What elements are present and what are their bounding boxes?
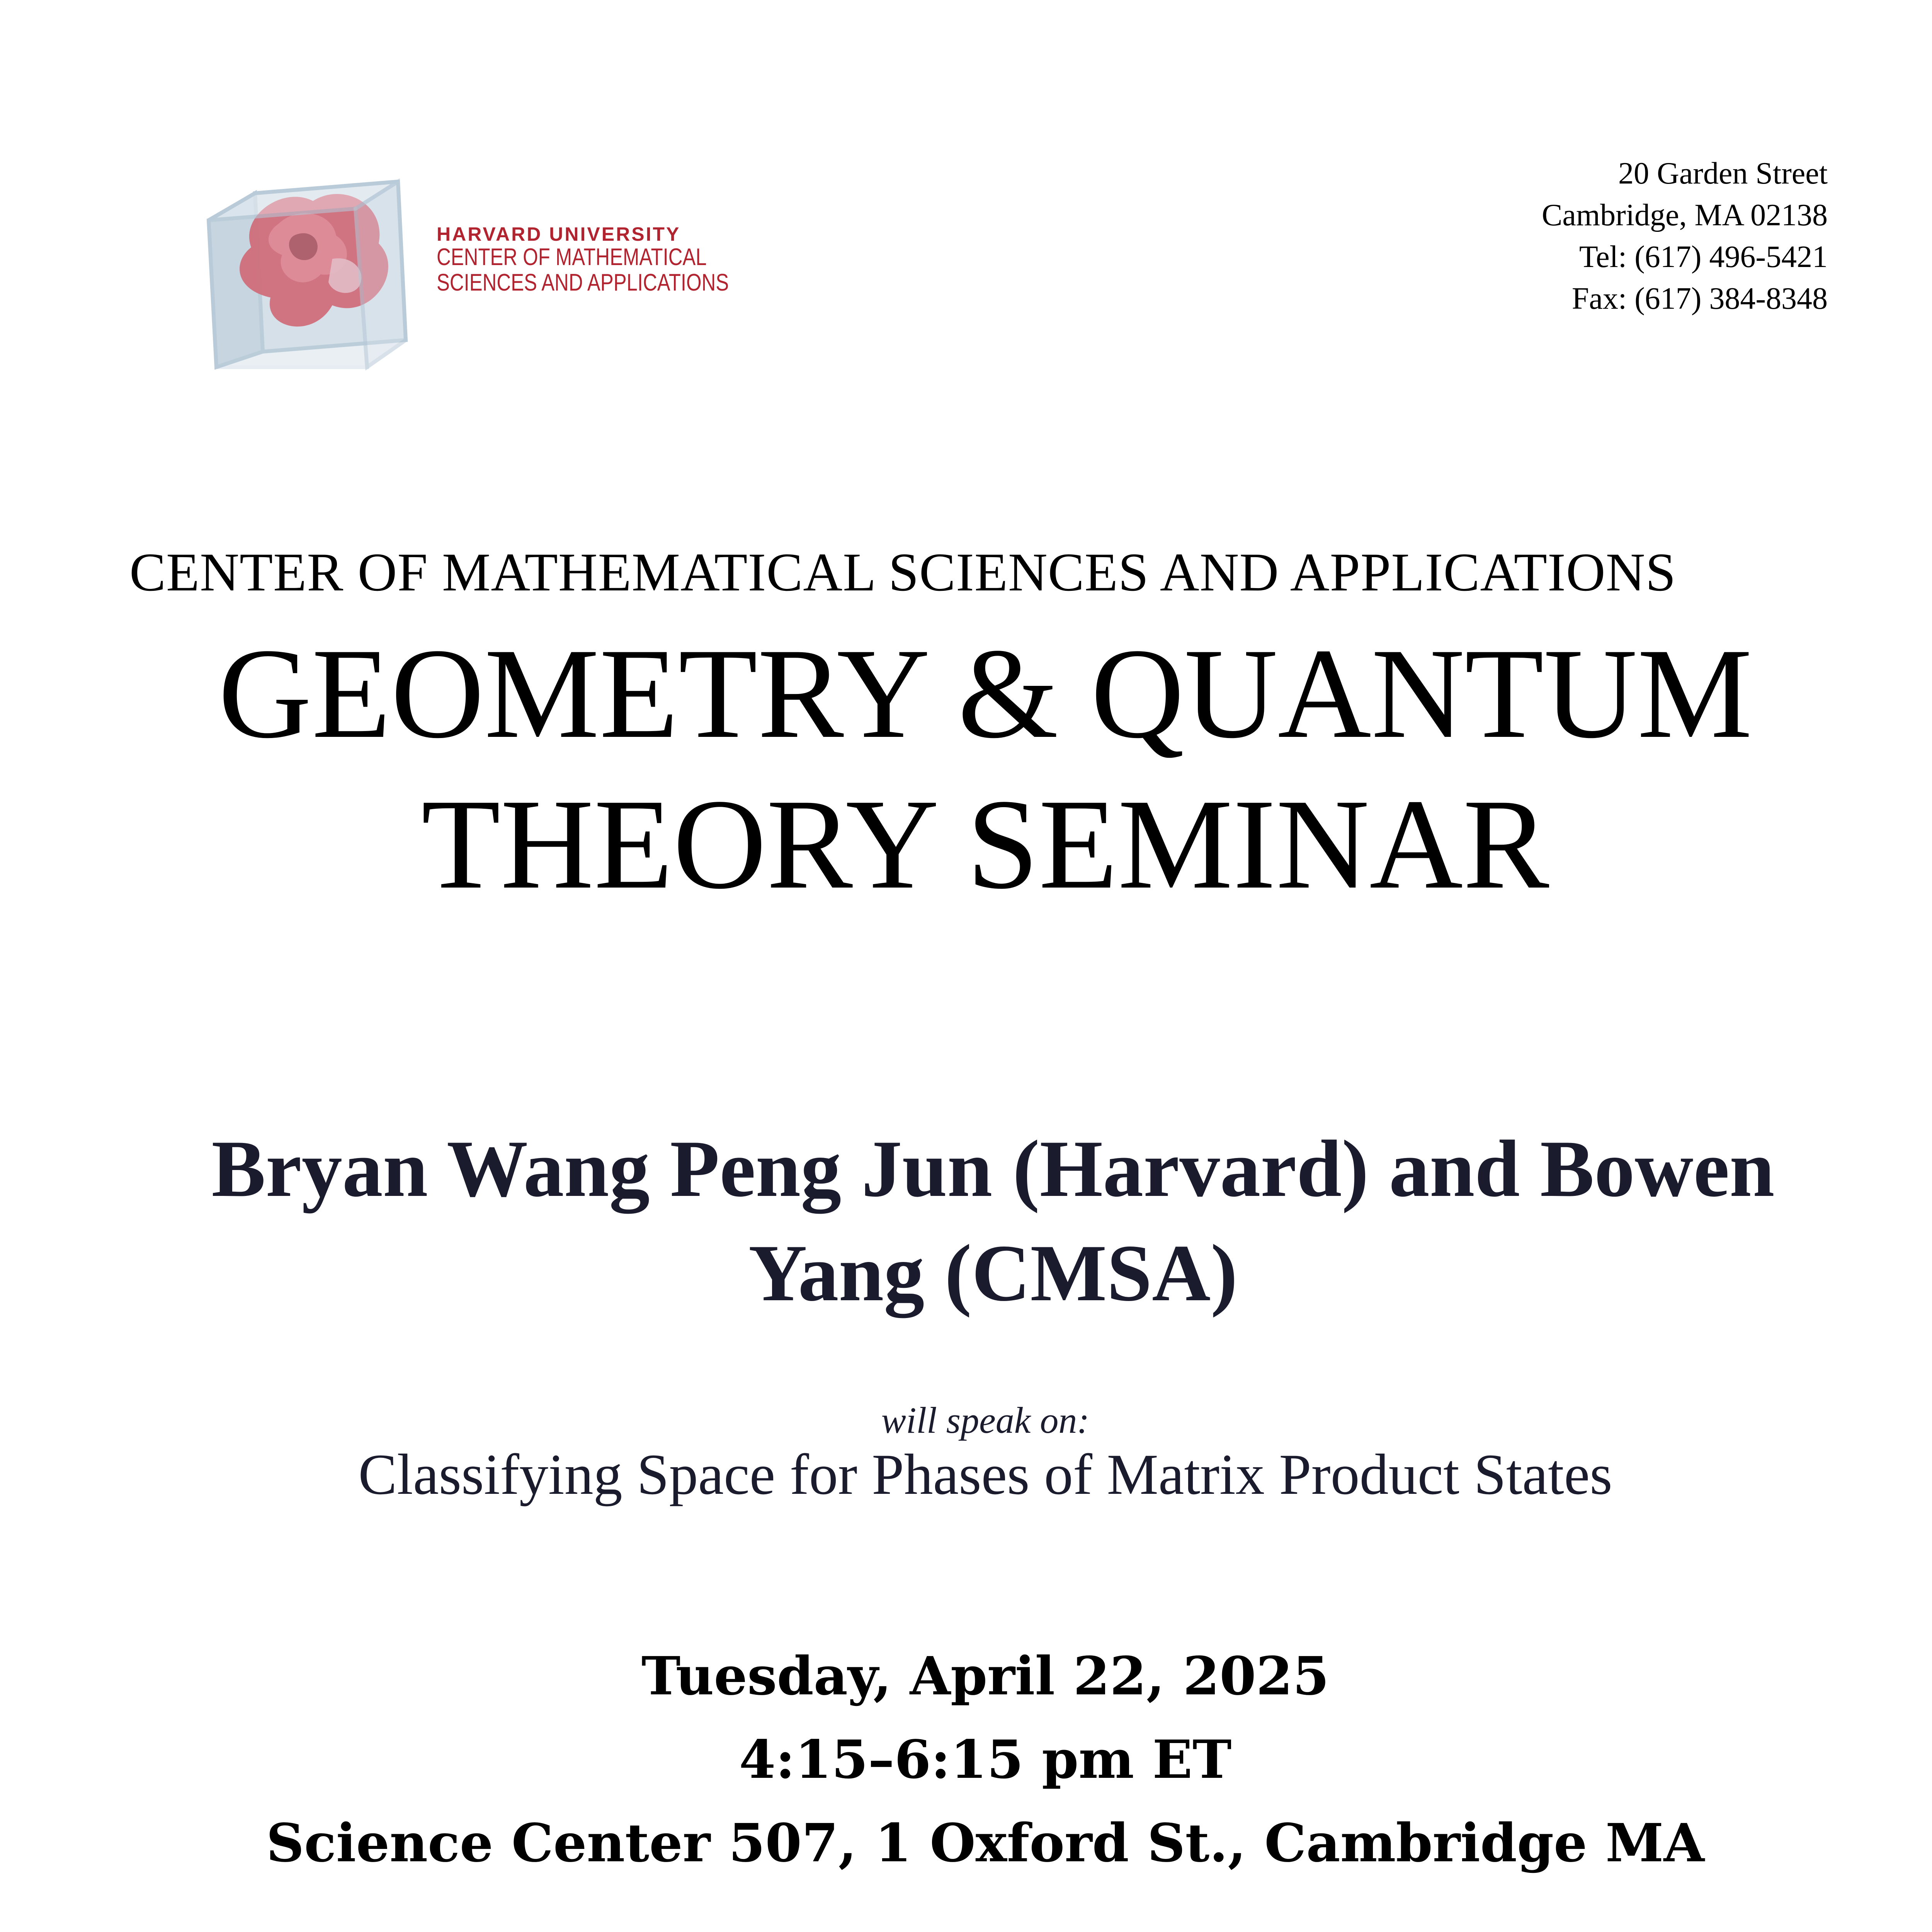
logo-center-line: CENTER OF MATHEMATICAL [437, 244, 707, 270]
logo-university: HARVARD UNIVERSITY [437, 223, 681, 245]
talk-title: Classifying Space for Phases of Matrix Product States [358, 1442, 1612, 1507]
will-speak-label: will speak on: [881, 1400, 1090, 1441]
logo-sciences-line: SCIENCES AND APPLICATIONS [437, 269, 729, 296]
date-time-location [0, 1634, 1932, 1885]
seminar-title [0, 618, 1932, 920]
seminar-title-line2: THEORY SEMINAR [421, 772, 1549, 916]
logo-wordmark [437, 224, 793, 295]
talk-date: Tuesday, April 22, 2025 [641, 1645, 1330, 1707]
address-fax: Fax: (617) 384-8348 [1571, 282, 1828, 316]
address-tel: Tel: (617) 496-5421 [1579, 240, 1828, 274]
talk-time: 4:15–6:15 pm ET [739, 1729, 1232, 1791]
center-name: CENTER OF MATHEMATICAL SCIENCES AND APPLICATIONS [129, 542, 1676, 602]
cube-logo-icon [205, 158, 421, 375]
address-city: Cambridge, MA 02138 [1542, 198, 1828, 232]
talk-location: Science Center 507, 1 Oxford St., Cambridge MA [266, 1812, 1705, 1874]
seminar-title-line1: GEOMETRY & QUANTUM [218, 622, 1753, 765]
speakers: Bryan Wang Peng Jun (Harvard) and Bowen Yang (CMSA) [211, 1124, 1775, 1318]
address-block [1542, 153, 1828, 320]
address-street: 20 Garden Street [1618, 156, 1828, 190]
cmsa-logo [205, 158, 734, 375]
